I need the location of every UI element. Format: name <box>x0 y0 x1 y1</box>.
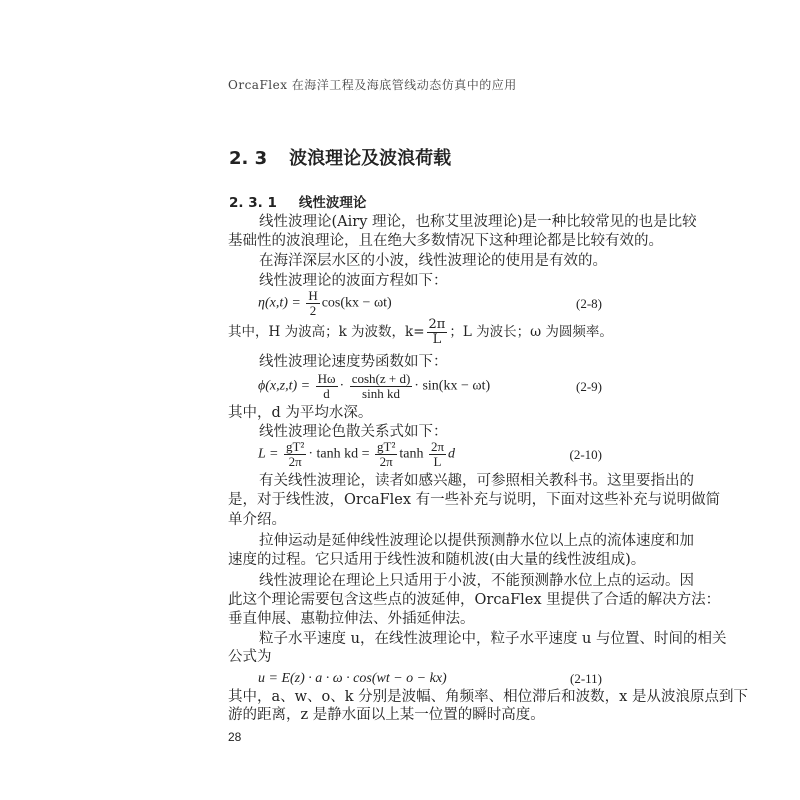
text-span: 其中，H 为波高；k 为波数，k= <box>228 324 425 340</box>
eq-expression: u = E(z) · a · ω · cos(wt − o − kx) <box>258 671 447 686</box>
eq-tanh: tanh <box>399 446 424 462</box>
text-line: 在海洋深层水区的小波，线性波理论的使用是有效的。 <box>259 253 607 269</box>
equation-number: (2-8) <box>576 295 602 311</box>
eq-end: d <box>448 446 456 462</box>
equation-number: (2-9) <box>576 378 602 394</box>
text-span: ；L 为波长；ω 为圆频率。 <box>449 324 613 340</box>
equation-number: (2-11) <box>569 671 602 686</box>
text-line: 线性波理论(Airy 理论，也称艾里波理论)是一种比较常见的也是比较 <box>259 214 697 230</box>
subsection-title: 线性波理论 <box>298 195 367 211</box>
text-line: 拉伸运动是延伸线性波理论以提供预测静水位以上点的流体速度和加 <box>259 533 694 549</box>
equation-2-8 <box>258 289 602 318</box>
text-line: 其中，d 为平均水深。 <box>228 405 373 421</box>
frac-numerator: 2π <box>428 317 446 332</box>
text-line: 粒子水平速度 u，在线性波理论中，粒子水平速度 u 与位置、时间的相关 <box>259 631 727 647</box>
section-heading <box>229 144 451 170</box>
subsection-number: 2. 3. 1 <box>229 195 277 211</box>
eq-lhs: η(x,t) = <box>258 295 301 311</box>
text-line: 公式为 <box>228 649 272 665</box>
equation-2-11 <box>258 671 602 687</box>
eq-denominator: L <box>433 454 442 469</box>
eq-denominator: 2π <box>379 454 393 469</box>
text-line: 有关线性波理论，读者如感兴趣，可参照相关教科书。这里要指出的 <box>259 473 694 489</box>
eq-rhs: cos(kx − ωt) <box>321 295 392 311</box>
text-line: 线性波理论的波面方程如下： <box>259 273 448 289</box>
text-line: 基础性的波浪理论，且在绝大多数情况下这种理论都是比较有效的。 <box>228 233 663 249</box>
eq-numerator: Hω <box>317 371 336 386</box>
equation-2-10 <box>258 440 602 469</box>
subsection-heading <box>229 191 366 211</box>
eq-rhs: · sin(kx − ωt) <box>414 378 491 394</box>
text-line: 垂直伸展、惠勒拉伸法、外插延伸法。 <box>228 611 475 627</box>
text-line: 线性波理论在理论上只适用于小波，不能预测静水位上点的运动。因 <box>259 573 694 589</box>
eq-numerator: cosh(z + d) <box>351 371 411 386</box>
running-header: OrcaFlex 在海洋工程及海底管线动态仿真中的应用 <box>228 78 517 92</box>
section-number: 2. 3 <box>229 148 268 169</box>
text-line: 速度的过程。它只适用于线性波和随机波(由大量的线性波组成)。 <box>228 552 646 568</box>
equation-2-9 <box>258 372 602 401</box>
eq-denominator: 2π <box>288 454 302 469</box>
eq-numerator: H <box>308 288 318 303</box>
eq-numerator: gT² <box>285 439 305 454</box>
text-line: 是，对于线性波，OrcaFlex 有一些补充与说明，下面对这些补充与说明做简 <box>228 492 721 508</box>
text-line: 此这个理论需要包含这些点的波延伸，OrcaFlex 里提供了合适的解决方法： <box>228 592 721 608</box>
eq-lhs: ϕ(x,z,t) = <box>258 378 311 394</box>
text-line: 游的距离，z 是静水面以上某一位置的瞬时高度。 <box>228 707 545 723</box>
eq-numerator: 2π <box>430 439 445 454</box>
equation-number: (2-10) <box>569 446 602 462</box>
eq-denominator: sinh kd <box>362 386 400 401</box>
eq-denominator: 2 <box>309 303 317 318</box>
text-line <box>228 318 612 347</box>
eq-lhs: L = <box>258 446 279 462</box>
eq-mid: · tanh kd = <box>308 446 370 462</box>
eq-dot: · <box>339 378 345 394</box>
text-line: 其中，a、w、o、k 分别是波幅、角频率、相位滞后和波数，x 是从波浪原点到下 <box>228 689 748 705</box>
text-line: 线性波理论色散关系式如下： <box>259 424 448 440</box>
page-number: 28 <box>228 730 242 744</box>
text-line: 单介绍。 <box>228 512 286 528</box>
frac-denominator: L <box>432 332 442 347</box>
eq-denominator: d <box>323 386 330 401</box>
section-title: 波浪理论及波浪荷载 <box>289 148 452 169</box>
eq-numerator: gT² <box>377 439 396 454</box>
text-line: 线性波理论速度势函数如下： <box>259 354 448 370</box>
